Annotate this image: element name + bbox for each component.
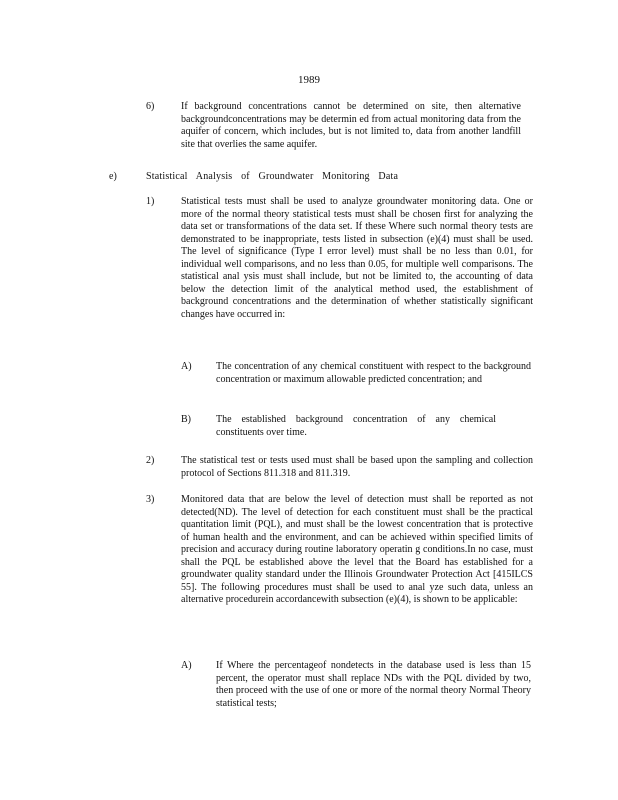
item-1-label: 1)	[146, 196, 155, 207]
item-1b-label: B)	[181, 414, 191, 425]
item-2-text: The statistical test or tests used must shall be based upon the sampling and collection protocol of Sections 811.318 and 811.319.	[181, 455, 533, 479]
item-2-label: 2)	[146, 455, 155, 466]
item-3a-text: If Where the percentageof nondetects in the database used is less than 15 percent, the operator must shall replace NDs with the PQL divided by two, then proceed with the use of one or more of the normal theory Normal Theory statistical tests;	[216, 660, 531, 709]
item-1a-text: The concentration of any chemical constituent with respect to the background concentration or maximum allowable predicted concentration; and	[216, 361, 531, 385]
item-6-label: 6)	[146, 101, 155, 112]
section-e-title: Statistical Analysis of Groundwater Monitoring Data	[146, 171, 399, 182]
item-3a-label: A)	[181, 660, 192, 671]
item-3-label: 3)	[146, 494, 155, 505]
item-6-text: If background concentrations cannot be determined on site, then alternative backgroundconcentrations may be determin ed from actual monitoring data from the aquifer of concern, which includes, but is not limited to, data from another landfill site that overlies the same aquifer.	[181, 101, 521, 150]
page-number: 1989	[298, 74, 320, 86]
item-1b-text: The established background concentration of any chemical constituents over time.	[216, 414, 496, 438]
item-1-text: Statistical tests must shall be used to analyze groundwater monitoring data. One or more of the normal theory statistical tests must shall be chosen first for analyzing the data set or transformations of the data set. If these Where such normal theory tests are demonstrated to be inappropriate, tests listed in subsection (e)(4) must shall be used. The level of significance (Type I error level) must shall be no less than 0.01, for individual well comparisons, and no less than 0.05, for multiple well comparisons. The statistical anal ysis must shall include, but not be limited to, the accounting of data below the detection limit of the analytical method used, the establishment of background concentrations and the determination of whether statistically significant changes have occurred in:	[181, 196, 533, 320]
section-e-label: e)	[109, 171, 117, 182]
item-1a-label: A)	[181, 361, 192, 372]
item-3-text: Monitored data that are below the level of detection must shall be reported as not detected(ND). The level of detection for each constituent must shall be the practical quantitation limit (PQL), and must shall be the lowest concentration that is protective of human health and the environment, and can be achieved within specified limits of precision and accuracy during routine laboratory operatin g conditions.In no case, must shall the PQL be established above the level that the Board has established for a groundwater quality standard under the Illinois Groundwater Protection Act [415ILCS 55]. The following procedures must shall be used to anal yze such data, unless an alternative procedurein accordancewith subsection (e)(4), is shown to be applicable:	[181, 494, 533, 605]
